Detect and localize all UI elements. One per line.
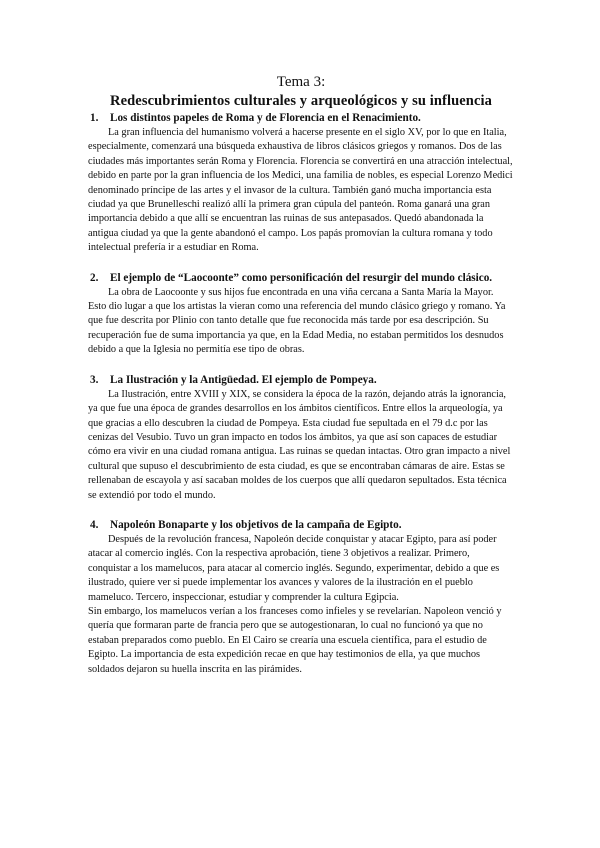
section-heading xyxy=(88,518,514,532)
section-title: La Ilustración y la Antigüedad. El ejemplo de Pompeya. xyxy=(110,373,377,386)
section-heading xyxy=(88,111,514,125)
page-title: Tema 3: xyxy=(276,74,326,90)
section-title: El ejemplo de “Laocoonte” como personificación del resurgir del mundo clásico. xyxy=(110,271,493,284)
section-number: 3. xyxy=(90,373,99,386)
section-number: 4. xyxy=(90,518,99,531)
paragraph: La gran influencia del humanismo volverá a hacerse presente en el siglo XV, por lo que en Italia, especialmente, comenzará una búsqueda exhaustiva de libros clásicos griegos y romanos. Dos de las ciudades más importantes serán Roma y Florencia. Florencia se convertirá en una atracción intelectual, debido en parte por la gran influencia de los Medici, una familia de nobles, es especial Lorenzo Medici denominado príncipe de las artes y el invasor de la cultura. También ganó mucha importancia esta ciudad ya que Brunelleschi realizó allí la primera gran cúpula del panteón. Roma ganará una gran importancia debido a que allí se encuentran las ruinas de sus antepasados. Quedó abandonada la antigua ciudad ya que la gente abandonó el campo. Los papás promovían la cultura romana y todo intelectual prefería ir a estudiar en Roma. xyxy=(88,127,513,254)
section-title: Los distintos papeles de Roma y de Florencia en el Renacimiento. xyxy=(110,112,421,124)
section-2 xyxy=(88,271,514,358)
paragraph: La obra de Laocoonte y sus hijos fue encontrada en una viña cercana a Santa María la Mayor. Esto dio lugar a que los artistas la vieran como una referencia del mundo clásico griego y romano. Ya que fue descrita por Plinio con tanto detalle que fue reconocida más tarde por esa descripción. Su recuperación fue de suma importancia ya que, en la Edad Media, no estaban permitidos los desnudos debido a que la Iglesia no permitía ese tipo de obras. xyxy=(88,286,506,356)
paragraph: La Ilustración, entre XVIII y XIX, se considera la época de la razón, dejando atrás la ignorancia, ya que fue una época de grandes desarrollos en los ámbitos científicos. Entre ellos la arqueología, ya que gracias a ello descubren la ciudad de Pompeya. Esta ciudad fue sepultada en el 79 d.c por las cenizas del Vesubio. Tuvo un gran impacto en todos los ámbitos, ya que así son capaces de estudiar cómo era vivir en una ciudad romana antigua. Las ruinas se quedan intactas. Otro gran impacto a nivel cultural que supuso el descubrimiento de esta ciudad, es que se encontraban cámaras de aire. Estas se rellenaban de escayola y así sacaban moldes de los cuerpos que allí quedaron sepultados. Esta técnica se extendió por todo el mundo. xyxy=(88,388,511,501)
section-heading xyxy=(88,271,514,285)
section-title: Napoleón Bonaparte y los objetivos de la campaña de Egipto. xyxy=(110,518,402,531)
section-3 xyxy=(88,373,514,503)
page-subtitle: Redescubrimientos culturales y arqueológicos y su influencia xyxy=(110,93,492,109)
paragraph: Después de la revolución francesa, Napoleón decide conquistar y atacar Egipto, para así poder atacar al comercio inglés. Con la respectiva aprobación, tiene 3 objetivos a realizar. Primero, conquistar a los mamelucos, para atacar al comercio inglés. Segundo, experimentar, debido a que es ilustrado, quiere ver si puede implementar los avances y valores de la ilustración en el pueblo mameluco. Tercero, inspeccionar, estudiar y comprender la cultura Egipcia. xyxy=(88,533,500,603)
section-1 xyxy=(88,111,514,256)
section-number: 1. xyxy=(90,112,99,124)
section-4 xyxy=(88,518,514,677)
section-number: 2. xyxy=(90,271,99,284)
section-heading xyxy=(88,373,514,387)
paragraph: Sin embargo, los mamelucos verían a los franceses como infieles y se revelarían. Napoleon venció y quería que formaran parte de francia pero que se autogestionaran, lo cual no funcionó ya que no estaban preparados como pueblo. En El Cairo se crearía una escuela científica, para el estudio de Egipto. La importancia de esta expedición recae en que hay testimonios de ella, ya que muchos soldados dejaron su huella inscrita en las pirámides. xyxy=(88,605,502,675)
